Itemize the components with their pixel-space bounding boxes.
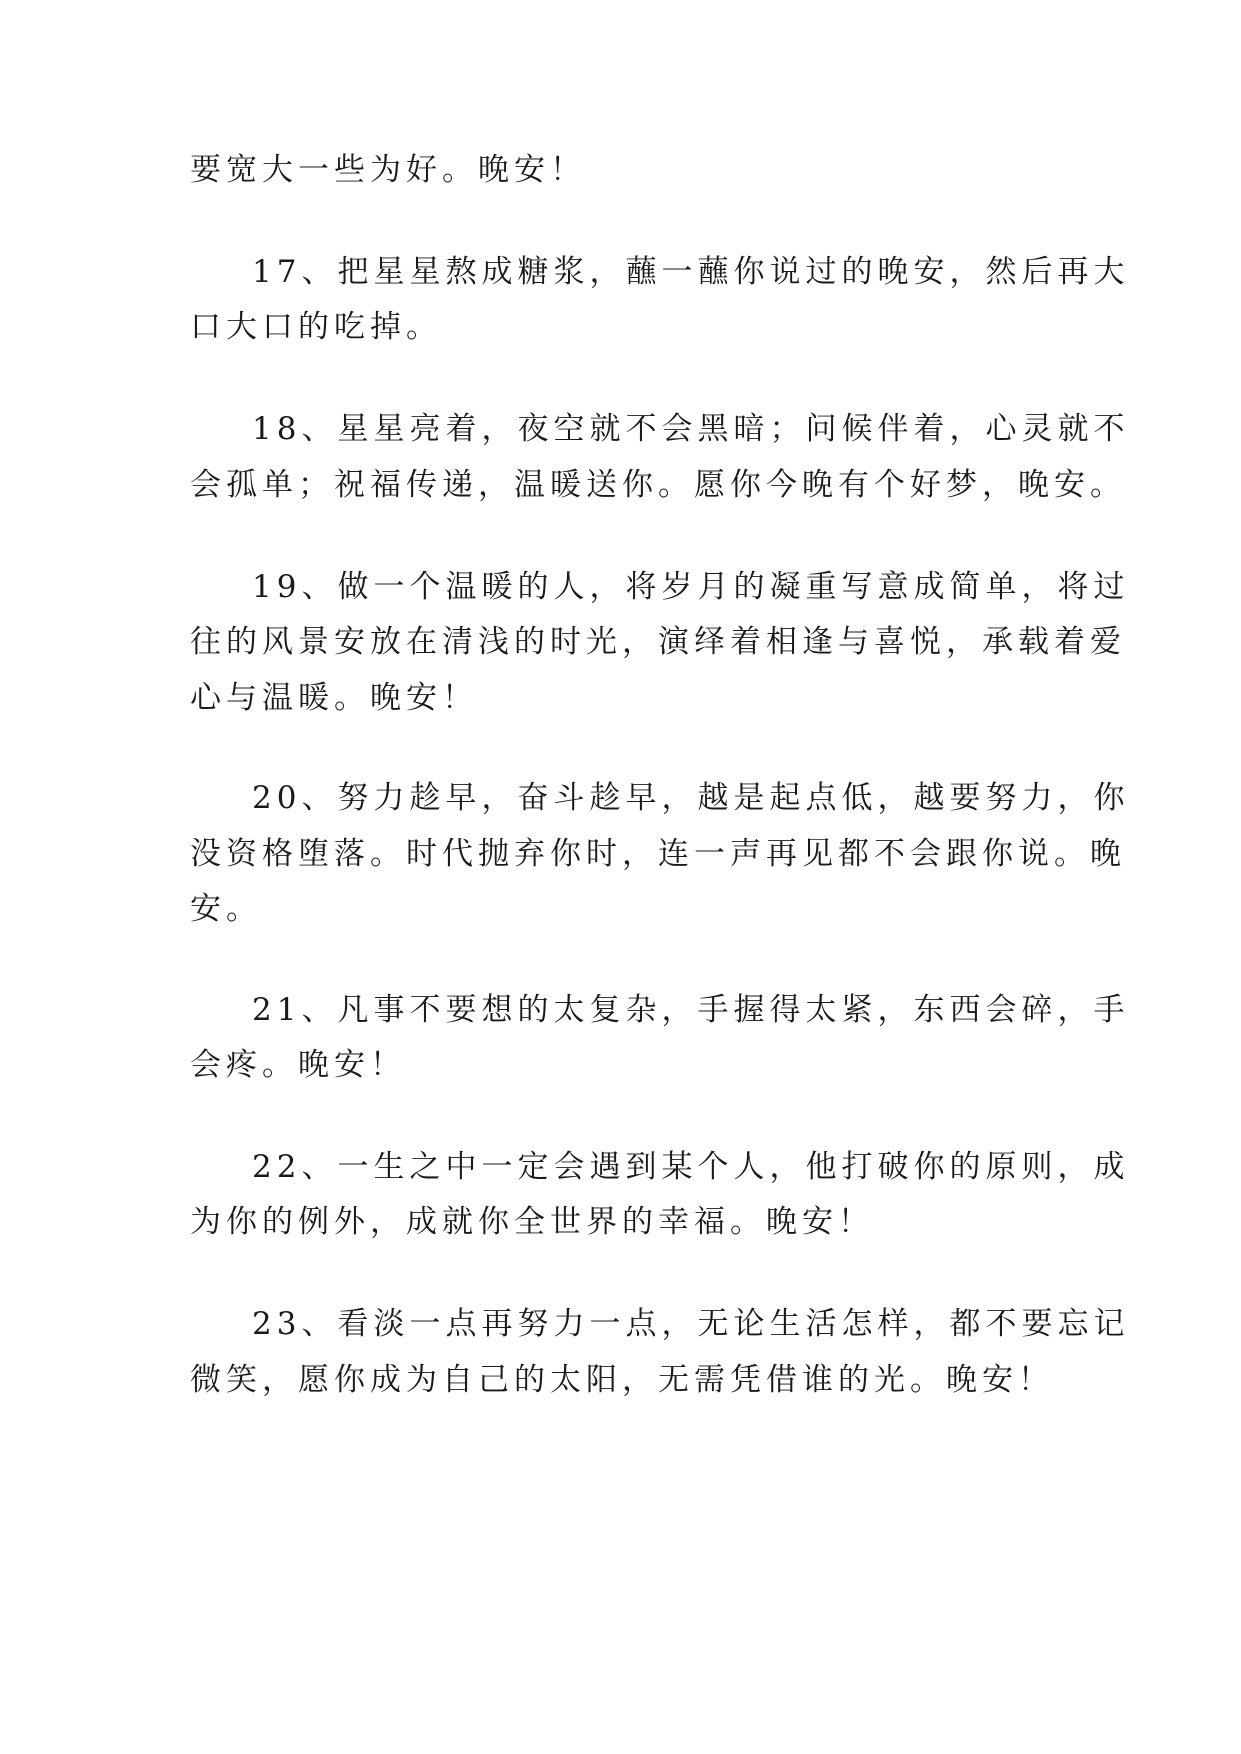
text-line: 安。	[190, 891, 262, 927]
text-line: 往的风景安放在清浅的时光，演绎着相逢与喜悦，承载着爱	[190, 624, 1126, 660]
text-line: 要宽大一些为好。晚安！	[190, 152, 586, 188]
text-line: 22、一生之中一定会遇到某个人，他打破你的原则，成	[252, 1149, 1130, 1185]
text-line: 会孤单；祝福传递，温暖送你。愿你今晚有个好梦，晚安。	[190, 467, 1126, 503]
text-line: 23、看淡一点再努力一点，无论生活怎样，都不要忘记	[252, 1306, 1130, 1342]
text-line: 19、做一个温暖的人，将岁月的凝重写意成简单，将过	[252, 569, 1130, 605]
text-line: 为你的例外，成就你全世界的幸福。晚安！	[190, 1204, 874, 1240]
text-line: 没资格堕落。时代抛弃你时，连一声再见都不会跟你说。晚	[190, 836, 1126, 872]
text-line: 微笑，愿你成为自己的太阳，无需凭借谁的光。晚安！	[190, 1362, 1054, 1398]
text-line: 会疼。晚安！	[190, 1047, 406, 1083]
text-line: 心与温暖。晚安！	[190, 680, 478, 716]
text-line: 口大口的吃掉。	[190, 309, 442, 345]
text-line: 21、凡事不要想的太复杂，手握得太紧，东西会碎，手	[252, 992, 1130, 1028]
text-line: 17、把星星熬成糖浆，蘸一蘸你说过的晚安，然后再大	[252, 254, 1130, 290]
text-line: 20、努力趁早，奋斗趁早，越是起点低，越要努力，你	[252, 780, 1130, 816]
text-line: 18、星星亮着，夜空就不会黑暗；问候伴着，心灵就不	[252, 411, 1130, 447]
